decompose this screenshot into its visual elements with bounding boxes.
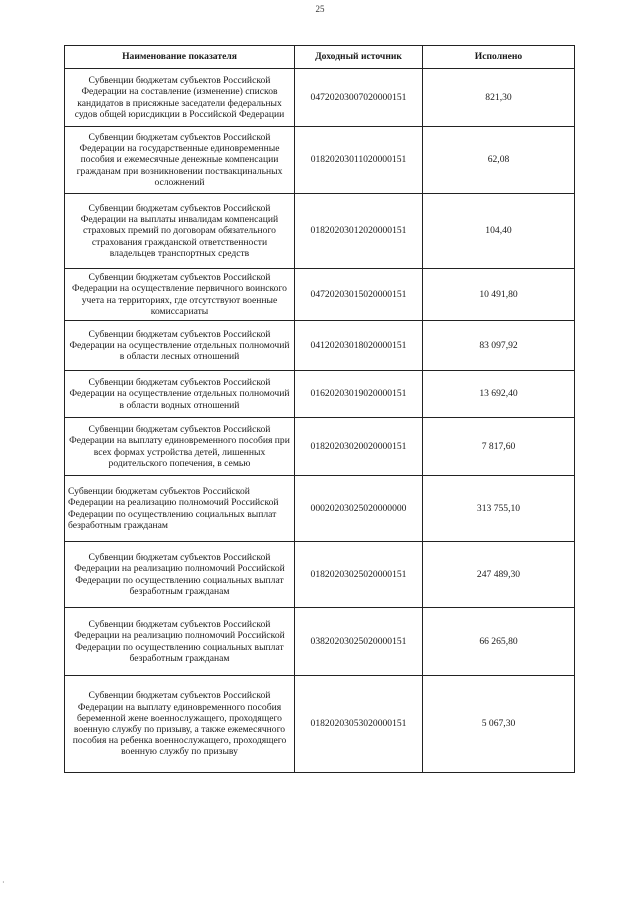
row-value: 13 692,40 (423, 371, 575, 418)
table-row (65, 608, 575, 676)
header-indicator-name: Наименование показателя (65, 46, 295, 69)
row-code: 03820203025020000151 (295, 608, 423, 676)
table-row (65, 69, 575, 127)
row-value: 104,40 (423, 194, 575, 269)
row-code: 01820203012020000151 (295, 194, 423, 269)
table-row (65, 269, 575, 321)
margin-mark: · (2, 878, 5, 887)
table-row (65, 476, 575, 542)
row-name: Субвенции бюджетам субъектов Российской Федерации на выплату единовременного пособия при всех формах устройства детей, лишенных родительского попечения, в семью (65, 418, 295, 476)
row-name: Субвенции бюджетам субъектов Российской Федерации на выплату единовременного пособия беременной жене военнослужащего, проходящего военную службу по призыву, а также ежемесячного пособия на ребенка военнослужащего, проходящего военную службу по призыву (65, 676, 295, 773)
table-row (65, 194, 575, 269)
table-row (65, 321, 575, 371)
row-code: 04120203018020000151 (295, 321, 423, 371)
table-row (65, 676, 575, 773)
row-value: 10 491,80 (423, 269, 575, 321)
table-header-row (65, 46, 575, 69)
row-name: Субвенции бюджетам субъектов Российской Федерации на осуществление отдельных полномочий в области водных отношений (65, 371, 295, 418)
table-row (65, 542, 575, 608)
row-name: Субвенции бюджетам субъектов Российской Федерации на реализацию полномочий Российской Федерации по осуществлению социальных выплат безработным гражданам (65, 476, 295, 542)
row-value: 821,30 (423, 69, 575, 127)
header-executed: Исполнено (423, 46, 575, 69)
row-code: 04720203015020000151 (295, 269, 423, 321)
row-code: 04720203007020000151 (295, 69, 423, 127)
row-value: 7 817,60 (423, 418, 575, 476)
table-row (65, 371, 575, 418)
row-value: 66 265,80 (423, 608, 575, 676)
row-code: 00020203025020000000 (295, 476, 423, 542)
row-value: 83 097,92 (423, 321, 575, 371)
row-code: 01620203019020000151 (295, 371, 423, 418)
row-name: Субвенции бюджетам субъектов Российской Федерации на выплаты инвалидам компенсаций страховых премий по договорам обязательного страхования гражданской ответственности владельцев транспортных средств (65, 194, 295, 269)
row-value: 62,08 (423, 127, 575, 194)
row-name: Субвенции бюджетам субъектов Российской Федерации на реализацию полномочий Российской Федерации по осуществлению социальных выплат безработным гражданам (65, 542, 295, 608)
row-name: Субвенции бюджетам субъектов Российской Федерации на составление (изменение) списков кандидатов в присяжные заседатели федеральных судов общей юрисдикции в Российской Федерации (65, 69, 295, 127)
header-revenue-source: Доходный источник (295, 46, 423, 69)
table-row (65, 418, 575, 476)
row-name: Субвенции бюджетам субъектов Российской Федерации на государственные единовременные пособия и ежемесячные денежные компенсации гражданам при возникновении поствакцинальных осложнений (65, 127, 295, 194)
row-code: 01820203053020000151 (295, 676, 423, 773)
subventions-table (64, 45, 575, 773)
table-row (65, 127, 575, 194)
row-name: Субвенции бюджетам субъектов Российской Федерации на реализацию полномочий Российской Федерации по осуществлению социальных выплат безработным гражданам (65, 608, 295, 676)
row-name: Субвенции бюджетам субъектов Российской Федерации на осуществление первичного воинского учета на территориях, где отсутствуют военные комиссариаты (65, 269, 295, 321)
row-value: 313 755,10 (423, 476, 575, 542)
row-value: 247 489,30 (423, 542, 575, 608)
row-code: 01820203020020000151 (295, 418, 423, 476)
row-code: 01820203011020000151 (295, 127, 423, 194)
page-number: 25 (315, 4, 325, 14)
row-name: Субвенции бюджетам субъектов Российской Федерации на осуществление отдельных полномочий в области лесных отношений (65, 321, 295, 371)
row-code: 01820203025020000151 (295, 542, 423, 608)
row-value: 5 067,30 (423, 676, 575, 773)
